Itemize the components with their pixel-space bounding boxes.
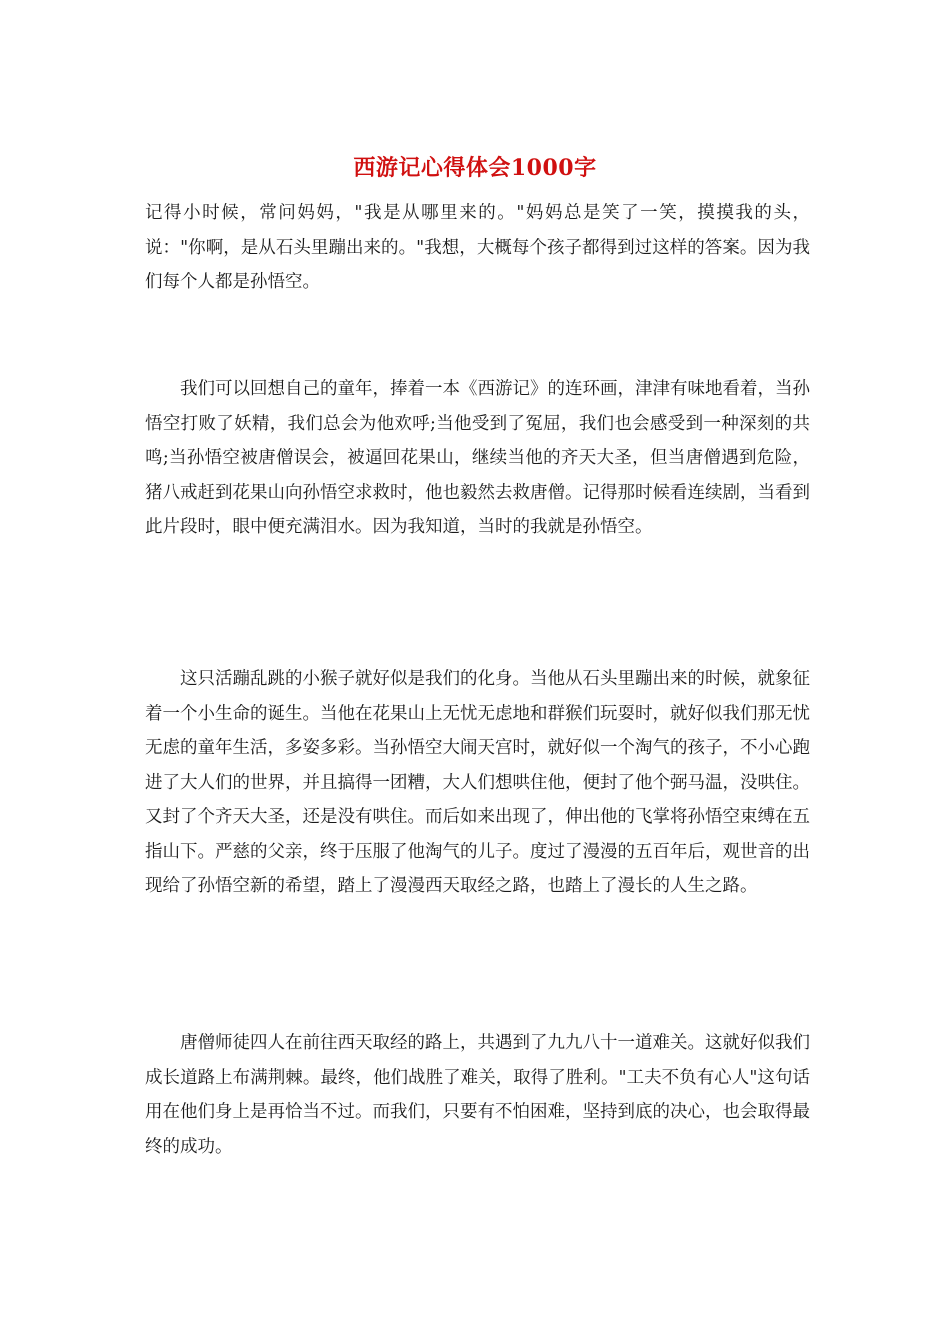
- paragraph-2: 我们可以回想自己的童年，捧着一本《西游记》的连环画，津津有味地看着，当孙悟空打败了妖精，我们总会为他欢呼;当他受到了冤屈，我们也会感受到一种深刻的共鸣;当孙悟空被唐僧误会，被逼回花果山，继续当他的齐天大圣，但当唐僧遇到危险，猪八戒赶到花果山向孙悟空求救时，他也毅然去救唐僧。记得那时候看连续剧，当看到此片段时，眼中便充满泪水。因为我知道，当时的我就是孙悟空。: [145, 379, 810, 537]
- paragraph-3: 这只活蹦乱跳的小猴子就好似是我们的化身。当他从石头里蹦出来的时候，就象征着一个小生命的诞生。当他在花果山上无忧无虑地和群猴们玩耍时，就好似我们那无忧无虑的童年生活，多姿多彩。当孙悟空大闹天宫时，就好似一个淘气的孩子，不小心跑进了大人们的世界，并且搞得一团糟，大人们想哄住他，便封了他个弼马温，没哄住。又封了个齐天大圣，还是没有哄住。而后如来出现了，伸出他的飞掌将孙悟空束缚在五指山下。严慈的父亲，终于压服了他淘气的儿子。度过了漫漫的五百年后，观世音的出现给了孙悟空新的希望，踏上了漫漫西天取经之路，也踏上了漫长的人生之路。: [145, 669, 810, 896]
- paragraph-4: 唐僧师徒四人在前往西天取经的路上，共遇到了九九八十一道难关。这就好似我们成长道路上布满荆棘。最终，他们战胜了难关，取得了胜利。"工夫不负有心人"这句话用在他们身上是再恰当不过。而我们，只要有不怕困难，坚持到底的决心，也会取得最终的成功。: [145, 1033, 810, 1157]
- paragraph-1: 记得小时候，常问妈妈，"我是从哪里来的。"妈妈总是笑了一笑，摸摸我的头，说："你啊，是从石头里蹦出来的。"我想，大概每个孩子都得到过这样的答案。因为我们每个人都是孙悟空。: [145, 203, 810, 292]
- document-title: 西游记心得体会1000字: [353, 155, 597, 181]
